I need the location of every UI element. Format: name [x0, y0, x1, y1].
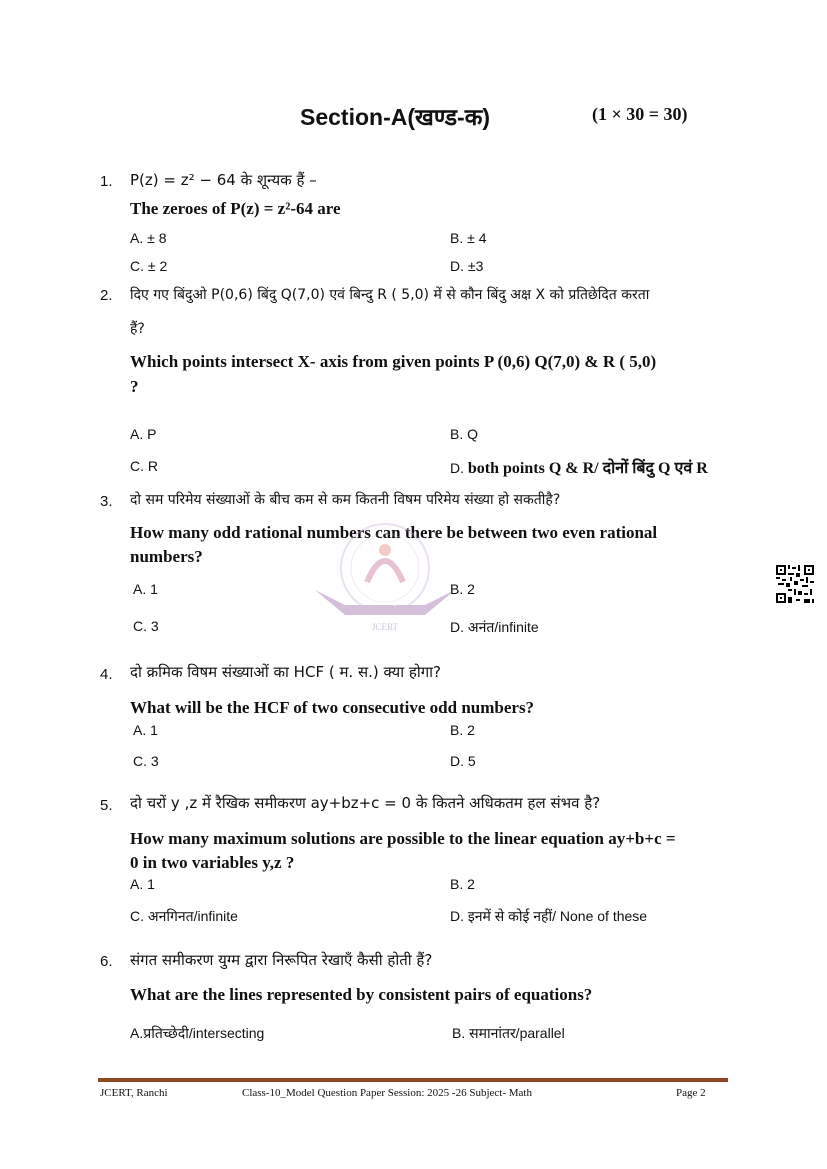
option-b[interactable]: B. Q: [450, 426, 479, 442]
question-english: How many odd rational numbers can there be between two even rational: [130, 523, 658, 542]
question-english: Which points intersect X- axis from given points P (0,6) Q(7,0) & R ( 5,0): [130, 352, 657, 371]
option-c[interactable]: C. 3: [133, 618, 159, 634]
option-c[interactable]: C. R: [130, 458, 158, 474]
question-hindi: P(z) = z² − 64 के शून्यक हैं –: [130, 171, 317, 189]
option-a[interactable]: A.प्रतिच्छेदी/intersecting: [130, 1025, 265, 1041]
section-title: Section-A(खण्ड-क): [300, 104, 491, 130]
footer-left: JCERT, Ranchi: [100, 1087, 168, 1099]
jcert-logo-watermark: [305, 520, 465, 640]
question-hindi: दो सम परिमेय संख्याओं के बीच कम से कम कितनी विषम परिमेय संख्या हो सकतीहै?: [130, 492, 561, 508]
question-english: What will be the HCF of two consecutive odd numbers?: [130, 698, 535, 717]
option-b[interactable]: B. 2: [450, 722, 475, 738]
option-d[interactable]: [450, 456, 708, 478]
option-a[interactable]: A. 1: [133, 722, 158, 738]
question-number: 2.: [100, 287, 113, 304]
footer-rule: [98, 1078, 728, 1082]
option-c[interactable]: C. अनगिनत/infinite: [130, 908, 238, 924]
option-b[interactable]: B. समानांतर/parallel: [452, 1025, 565, 1041]
question-hindi-cont: हैं?: [130, 321, 145, 337]
watermark-org: JCERT: [372, 622, 398, 632]
question-hindi: दिए गए बिंदुओ P(0,6) बिंदु Q(7,0) एवं बिन्दु R ( 5,0) में से कौन बिंदु अक्ष X को प्रतिछेदित करता: [130, 287, 650, 303]
footer-right: Page 2: [676, 1087, 706, 1099]
option-d-label: D.: [450, 460, 464, 476]
option-a[interactable]: A. 1: [133, 581, 158, 597]
question-english-cont: ?: [130, 377, 139, 396]
option-d-text: both points Q & R/ दोनों बिंदु Q एवं R: [467, 460, 708, 477]
qr-code-icon[interactable]: [776, 565, 814, 603]
question-hindi: संगत समीकरण युग्म द्वारा निरूपित रेखाएँ कैसी होती हैं?: [130, 951, 433, 969]
option-b[interactable]: B. ± 4: [450, 230, 487, 246]
question-hindi: दो चरों y ,z में रैखिक समीकरण ay+bz+c = 0 के कितने अधिकतम हल संभव है?: [130, 794, 601, 812]
question-english: What are the lines represented by consistent pairs of equations?: [130, 985, 593, 1004]
question-number: 3.: [100, 493, 113, 510]
watermark-motto: नवाचार शोध गुणवत्ता: [358, 598, 412, 606]
option-b[interactable]: B. 2: [450, 581, 475, 597]
question-number: 6.: [100, 953, 113, 970]
question-english-cont: 0 in two variables y,z ?: [130, 853, 295, 872]
option-a[interactable]: A. P: [130, 426, 157, 442]
option-c[interactable]: C. 3: [133, 753, 159, 769]
question-number: 1.: [100, 173, 113, 190]
option-a[interactable]: A. ± 8: [130, 230, 167, 246]
option-b[interactable]: B. 2: [450, 876, 475, 892]
marks-label: (1 × 30 = 30): [592, 104, 688, 124]
option-a[interactable]: A. 1: [130, 876, 155, 892]
question-number: 4.: [100, 666, 113, 683]
question-english-cont: numbers?: [130, 547, 203, 566]
question-number: 5.: [100, 797, 113, 814]
question-english: The zeroes of P(z) = z²-64 are: [130, 199, 341, 218]
option-d[interactable]: D. इनमें से कोई नहीं/ None of these: [450, 908, 648, 924]
option-c[interactable]: C. ± 2: [130, 258, 168, 274]
option-d[interactable]: D. 5: [450, 753, 476, 769]
question-english: How many maximum solutions are possible to the linear equation ay+b+c =: [130, 829, 676, 848]
question-hindi: दो क्रमिक विषम संख्याओं का HCF ( म. स.) क्या होगा?: [130, 663, 442, 681]
option-d[interactable]: D. अनंत/infinite: [450, 619, 539, 635]
footer-center: Class-10_Model Question Paper Session: 2025 -26 Subject- Math: [242, 1087, 532, 1099]
option-d[interactable]: D. ±3: [450, 258, 484, 274]
